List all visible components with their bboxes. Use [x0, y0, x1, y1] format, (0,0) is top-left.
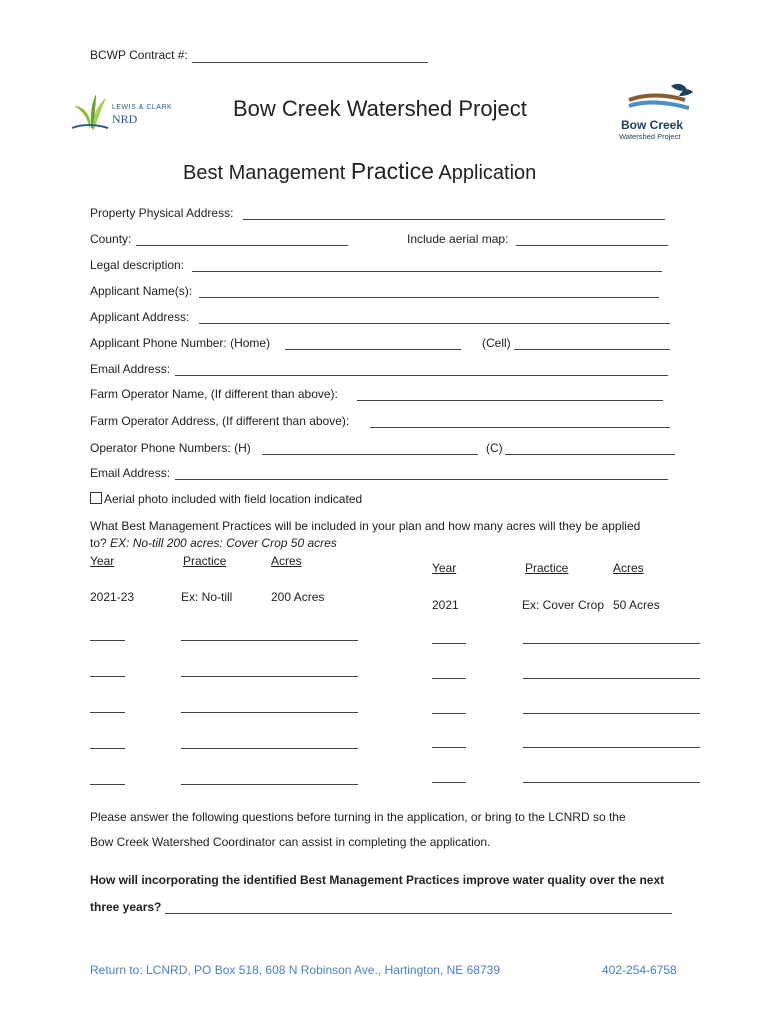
right-row-2-practice-field[interactable]	[523, 678, 700, 679]
right-col-practice: Practice	[525, 561, 569, 575]
operator-cell-phone-field[interactable]	[505, 454, 675, 455]
practices-question-line-2	[90, 536, 337, 550]
subtitle-part-1: Best Management	[183, 162, 351, 184]
applicant-names-label: Applicant Name(s):	[90, 284, 193, 298]
right-row-5-year-field[interactable]	[432, 782, 466, 783]
right-col-acres: Acres	[613, 561, 644, 575]
left-row-1-practice-field[interactable]	[181, 640, 358, 641]
water-quality-question-line-2: three years?	[90, 900, 162, 914]
left-col-practice: Practice	[183, 554, 227, 568]
email-label: Email Address:	[90, 362, 171, 376]
bow-creek-logo	[615, 82, 695, 142]
left-col-year: Year	[90, 554, 115, 568]
operator-phone-label: Operator Phone Numbers: (H)	[90, 441, 251, 455]
left-row-5-year-field[interactable]	[90, 784, 125, 785]
right-row-2-year-field[interactable]	[432, 678, 466, 679]
left-example-practice: Ex: No-till	[181, 590, 233, 604]
subtitle-part-2: Practice	[350, 158, 434, 184]
farm-operator-name-label: Farm Operator Name, (If different than above):	[90, 387, 338, 401]
footer-return-address: Return to: LCNRD, PO Box 518, 608 N Robinson Ave., Hartington, NE 68739	[90, 963, 501, 977]
operator-c-label: (C)	[486, 441, 503, 455]
email-field-2[interactable]	[175, 479, 668, 480]
aerial-photo-checkbox-label: Aerial photo included with field location indicated	[104, 492, 363, 506]
applicant-phone-label: Applicant Phone Number: (Home)	[90, 336, 271, 350]
farm-operator-address-field[interactable]	[370, 427, 670, 428]
practices-question-line-1: What Best Management Practices will be included in your plan and how many acres will they be applied	[90, 519, 641, 533]
water-quality-question-line-1: How will incorporating the identified Best Management Practices improve water quality over the next	[90, 873, 665, 887]
page-title: Bow Creek Watershed Project	[233, 96, 527, 121]
right-row-3-year-field[interactable]	[432, 713, 466, 714]
left-row-1-year-field[interactable]	[90, 640, 125, 641]
left-row-4-practice-field[interactable]	[181, 748, 358, 749]
right-example-acres: 50 Acres	[613, 598, 660, 612]
property-address-field[interactable]	[243, 219, 665, 220]
contract-number-field[interactable]	[192, 62, 428, 63]
aerial-photo-checkbox-row[interactable]	[90, 492, 362, 506]
left-row-5-practice-field[interactable]	[181, 784, 358, 785]
email-field[interactable]	[175, 375, 668, 376]
aerial-map-field[interactable]	[516, 245, 668, 246]
left-row-4-year-field[interactable]	[90, 748, 125, 749]
legal-description-label: Legal description:	[90, 258, 185, 272]
farm-operator-address-label: Farm Operator Address, (If different than above):	[90, 414, 350, 428]
logo-text-watershed: Watershed Project	[619, 132, 681, 141]
right-example-year: 2021	[432, 598, 459, 612]
left-row-2-practice-field[interactable]	[181, 676, 358, 677]
applicant-names-field[interactable]	[199, 297, 659, 298]
instructions-line-2: Bow Creek Watershed Coordinator can assist in completing the application.	[90, 835, 491, 849]
county-label: County:	[90, 232, 132, 246]
right-row-4-practice-field[interactable]	[523, 747, 700, 748]
left-row-3-year-field[interactable]	[90, 712, 125, 713]
applicant-address-label: Applicant Address:	[90, 310, 190, 324]
water-quality-answer-field[interactable]	[165, 913, 672, 914]
creek-icon	[625, 82, 695, 112]
practices-example: EX: No-till 200 acres: Cover Crop 50 acres	[110, 536, 337, 550]
right-row-1-year-field[interactable]	[432, 643, 466, 644]
right-example-practice: Ex: Cover Crop	[522, 598, 605, 612]
operator-home-phone-field[interactable]	[262, 454, 478, 455]
left-example-acres: 200 Acres	[271, 590, 325, 604]
right-row-1-practice-field[interactable]	[523, 643, 700, 644]
right-row-4-year-field[interactable]	[432, 747, 466, 748]
farm-operator-name-field[interactable]	[357, 400, 663, 401]
legal-description-field[interactable]	[192, 271, 662, 272]
logo-text-bow-creek: Bow Creek	[621, 118, 684, 132]
applicant-cell-phone-field[interactable]	[514, 349, 670, 350]
footer-phone: 402-254-6758	[602, 963, 677, 977]
email-label-2: Email Address:	[90, 466, 171, 480]
logo-text-lewis-clark: LEWIS & CLARK	[112, 104, 173, 111]
page-subtitle	[183, 158, 536, 185]
instructions-line-1: Please answer the following questions before turning in the application, or bring to the LCNRD so the	[90, 810, 626, 824]
applicant-address-field[interactable]	[199, 323, 670, 324]
contract-label: BCWP Contract #:	[90, 48, 188, 62]
practices-question-to: to?	[90, 536, 107, 550]
aerial-map-label: Include aerial map:	[407, 232, 509, 246]
subtitle-part-3: Application	[433, 162, 537, 184]
cell-label: (Cell)	[482, 336, 511, 350]
county-field[interactable]	[136, 245, 348, 246]
logo-text-nrd: NRD	[112, 112, 138, 126]
right-row-5-practice-field[interactable]	[523, 782, 700, 783]
aerial-photo-checkbox[interactable]	[90, 492, 102, 504]
right-col-year: Year	[432, 561, 457, 575]
left-example-year: 2021-23	[90, 590, 135, 604]
right-row-3-practice-field[interactable]	[523, 713, 700, 714]
applicant-home-phone-field[interactable]	[285, 349, 461, 350]
leaf-icon	[70, 90, 110, 134]
property-address-label: Property Physical Address:	[90, 206, 234, 220]
left-row-2-year-field[interactable]	[90, 676, 125, 677]
lewis-clark-nrd-logo	[70, 90, 180, 134]
left-col-acres: Acres	[271, 554, 302, 568]
left-row-3-practice-field[interactable]	[181, 712, 358, 713]
